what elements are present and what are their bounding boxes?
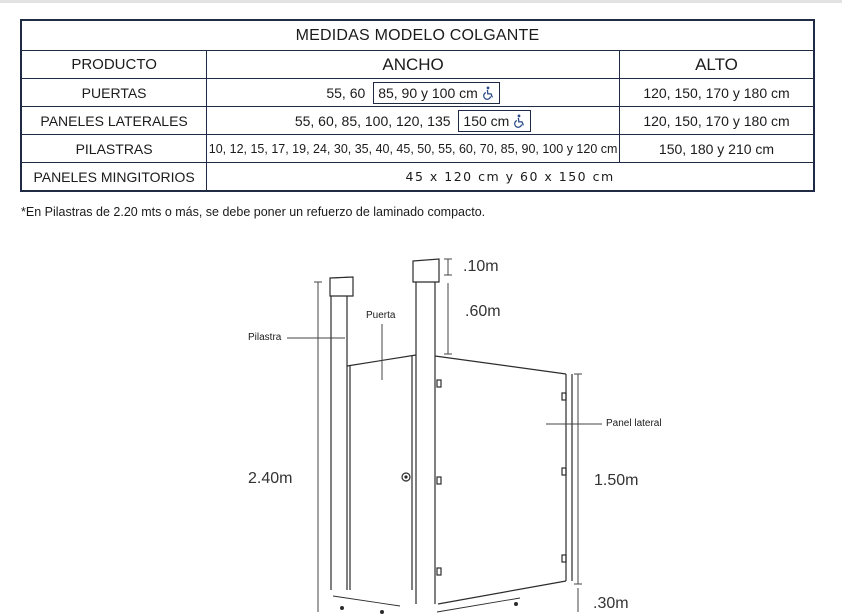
width-pilastras: 10, 12, 15, 17, 19, 24, 30, 35, 40, 45, 50, 55, 60, 70, 85, 90, 100 y 120 cm [207,135,620,163]
dimension-lines [287,259,602,612]
center-pilastra [413,259,439,604]
width-plain: 55, 60, 85, 100, 120, 135 [294,112,451,129]
row-name-puertas: PUERTAS [21,79,207,107]
row-name-pilastras: PILASTRAS [21,135,207,163]
label-panel-lateral: Panel lateral [606,418,662,429]
header-product: PRODUCTO [21,51,207,79]
width-boxed: 150 cm [463,112,510,129]
dim-bottom: .30m [593,595,629,612]
row-name-paneles-mingitorios: PANELES MINGITORIOS [21,163,207,192]
size-paneles-mingitorios: 45 x 120 cm y 60 x 150 cm [207,163,814,192]
height-paneles-laterales: 120, 150, 170 y 180 cm [620,107,815,135]
width-plain: 55, 60 [326,84,366,101]
width-boxed: 85, 90 y 100 cm [378,84,478,101]
footnote: *En Pilastras de 2.20 mts o más, se debe poner un refuerzo de laminado compacto. [21,205,486,219]
door [347,355,416,590]
row-name-paneles-laterales: PANELES LATERALES [21,107,207,135]
table-title: MEDIDAS MODELO COLGANTE [21,20,814,51]
dim-panel: 1.50m [594,472,639,489]
height-pilastras: 150, 180 y 210 cm [620,135,815,163]
label-puerta: Puerta [366,310,396,321]
header-width: ANCHO [207,51,620,79]
dim-total: 2.40m [248,470,293,487]
label-pilastra: Pilastra [248,332,282,343]
side-panel [435,356,572,604]
height-puertas: 120, 150, 170 y 180 cm [620,79,815,107]
dim-upper: .60m [465,303,501,320]
dim-top: .10m [463,258,499,275]
header-height: ALTO [620,51,815,79]
